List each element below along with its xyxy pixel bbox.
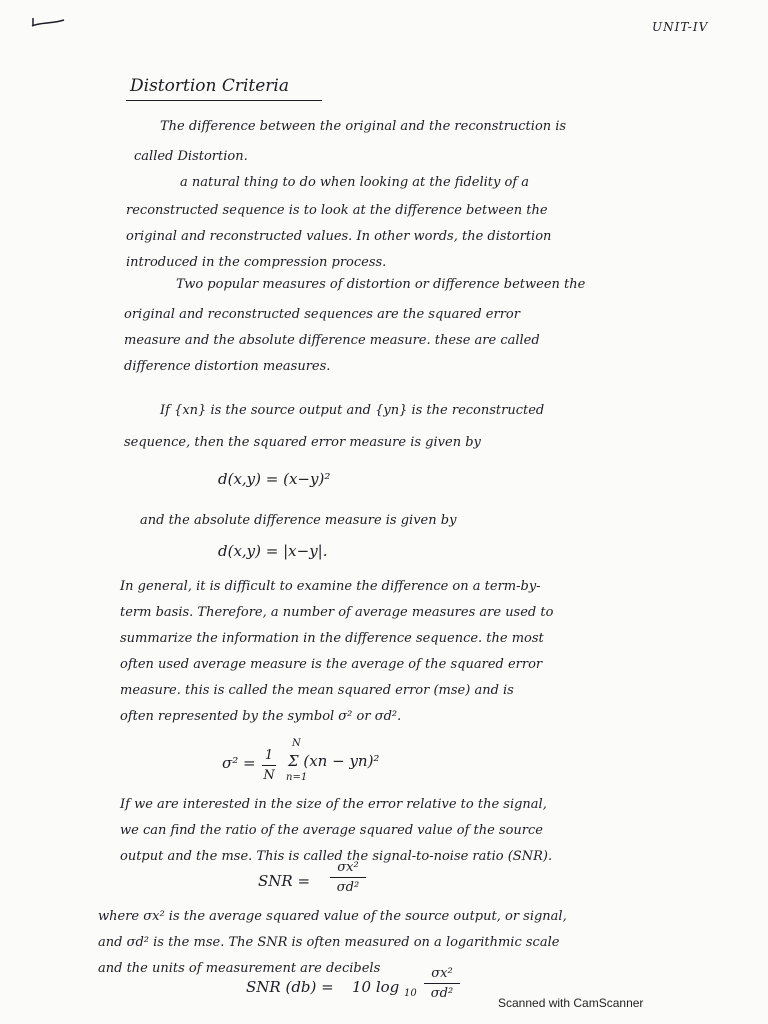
paragraph-1-cont bbox=[134, 144, 248, 170]
paragraph-7 bbox=[120, 792, 552, 870]
paragraph-line: and the absolute difference measure is given by bbox=[140, 513, 457, 528]
absolute-difference-equation: d(x,y) = |x−y|. bbox=[218, 542, 328, 560]
paragraph-line: output and the mse. This is called the signal-to-noise ratio (SNR). bbox=[120, 849, 553, 864]
snr-numerator: σx² bbox=[337, 860, 359, 875]
mse-sum-lower: n=1 bbox=[286, 772, 308, 783]
paragraph-line: If we are interested in the size of the error relative to the signal, bbox=[120, 797, 547, 812]
paragraph-8 bbox=[98, 904, 567, 982]
snr-db-log: 10 log bbox=[352, 978, 400, 996]
snr-fraction bbox=[330, 860, 366, 895]
paragraph-line: In general, it is difficult to examine the difference on a term-by- bbox=[120, 579, 541, 594]
snr-db-log-base: 10 bbox=[404, 988, 417, 999]
paragraph-line: called Distortion. bbox=[134, 149, 248, 164]
paragraph-line: Two popular measures of distortion or difference between the bbox=[176, 277, 586, 292]
unit-label: UNIT-IV bbox=[652, 20, 709, 34]
mse-lhs: σ² = bbox=[222, 754, 256, 772]
snr-lhs: SNR = bbox=[258, 872, 311, 890]
paragraph-2 bbox=[126, 198, 551, 276]
mse-fraction-numerator: 1 bbox=[264, 748, 274, 763]
paragraph-3 bbox=[124, 302, 540, 380]
title-underline bbox=[126, 100, 322, 101]
snr-db-denominator: σd² bbox=[430, 986, 454, 1001]
paragraph-3-first bbox=[176, 272, 585, 298]
paragraph-4-first bbox=[160, 398, 544, 424]
paragraph-line: reconstructed sequence is to look at the difference between the bbox=[126, 203, 548, 218]
paragraph-line: where σx² is the average squared value of the source output, or signal, bbox=[98, 909, 567, 924]
paragraph-line: If {xn} is the source output and {yn} is the reconstructed bbox=[160, 403, 545, 418]
paragraph-line: we can find the ratio of the average squared value of the source bbox=[120, 823, 543, 838]
page-title: Distortion Criteria bbox=[130, 76, 290, 96]
paragraph-line: measure. this is called the mean squared error (mse) and is bbox=[120, 683, 514, 698]
paragraph-2-first bbox=[180, 170, 529, 196]
paragraph-line: sequence, then the squared error measure is given by bbox=[124, 435, 481, 450]
paragraph-line: and the units of measurement are decibels bbox=[98, 961, 381, 976]
paragraph-line: introduced in the compression process. bbox=[126, 255, 387, 270]
paragraph-line: original and reconstructed values. In other words, the distortion bbox=[126, 229, 552, 244]
paragraph-line: term basis. Therefore, a number of average measures are used to bbox=[120, 605, 554, 620]
fraction-bar bbox=[262, 765, 276, 766]
paragraph-line: The difference between the original and the reconstruction is bbox=[160, 119, 567, 134]
paragraph-5 bbox=[140, 508, 456, 534]
fraction-bar bbox=[330, 877, 366, 878]
squared-error-equation: d(x,y) = (x−y)² bbox=[218, 470, 331, 488]
scanner-watermark: Scanned with CamScanner bbox=[498, 996, 644, 1010]
snr-db-fraction bbox=[424, 966, 460, 1001]
paragraph-line: and σd² is the mse. The SNR is often measured on a logarithmic scale bbox=[98, 935, 560, 950]
paragraph-line: often represented by the symbol σ² or σd². bbox=[120, 709, 402, 724]
paragraph-line: measure and the absolute difference measure. these are called bbox=[124, 333, 540, 348]
paragraph-4 bbox=[124, 430, 481, 456]
mse-sum-upper: N bbox=[292, 738, 301, 749]
snr-denominator: σd² bbox=[336, 880, 360, 895]
fraction-bar bbox=[424, 983, 460, 984]
paragraph-line: summarize the information in the difference sequence. the most bbox=[120, 631, 544, 646]
paragraph-1 bbox=[160, 114, 566, 140]
paragraph-line: a natural thing to do when looking at the fidelity of a bbox=[180, 175, 530, 190]
paragraph-line: original and reconstructed sequences are the squared error bbox=[124, 307, 520, 322]
mse-fraction bbox=[262, 748, 276, 783]
mse-sum-body: Σ (xn − yn)² bbox=[288, 752, 380, 770]
mse-fraction-denominator: N bbox=[263, 768, 275, 783]
snr-db-lhs: SNR (db) = bbox=[246, 978, 334, 996]
paragraph-line: often used average measure is the average of the squared error bbox=[120, 657, 543, 672]
paragraph-line: difference distortion measures. bbox=[124, 359, 331, 374]
paragraph-6 bbox=[120, 574, 553, 730]
snr-db-numerator: σx² bbox=[431, 966, 453, 981]
corner-scribble-mark bbox=[30, 14, 66, 30]
